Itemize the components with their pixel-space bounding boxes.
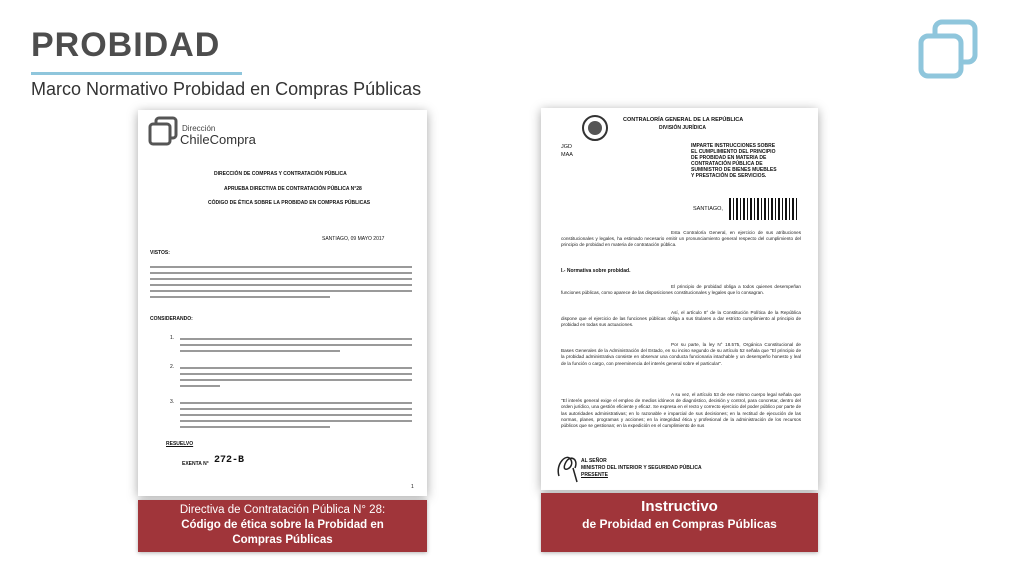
text-line — [180, 350, 340, 352]
doc2-para-5: A su vez, el artículo 53 de ese mismo cuerpo legal señala que "El interés general exige el empleo de medios idóneos de diagnóstico, decisión y control, para concretar, dentro del orden jurídico, una gestión eficiente y eficaz. Se expresa en el recto y correcto ejercicio del poder público por parte de las autoridades administrativas; en lo razonable e imparcial de sus decisiones; en la rectitud de ejecución de las normas, planes, programas y acciones; en la integridad ética y profesional de la administración de los recursos públicos que se gestionan; en la expedición en el cumplimiento de sus — [561, 392, 801, 429]
imparte-line: CONTRATACIÓN PÚBLICA DE — [691, 161, 763, 167]
directive-document-image — [138, 110, 427, 496]
barcode-stamp — [729, 198, 799, 220]
caption1-line1: Directiva de Contratación Pública N° 28: — [179, 504, 386, 516]
doc1-heading-3: CÓDIGO DE ÉTICA SOBRE LA PROBIDAD EN COMPRAS PÚBLICAS — [208, 200, 371, 206]
doc2-santiago: SANTIAGO, — [693, 206, 723, 212]
text-line — [150, 278, 412, 280]
doc2-ref-1: JGD — [561, 144, 572, 150]
logo-small-text: Dirección — [182, 124, 216, 133]
imparte-line: Y PRESTACIÓN DE SERVICIOS. — [691, 173, 767, 179]
doc1-heading-2: APRUEBA DIRECTIVA DE CONTRATACIÓN PÚBLICA N°28 — [224, 186, 362, 192]
doc2-para-3: Así, el artículo 8° de la Constitución Política de la República dispone que el ejercicio de las funciones públicas obliga a sus titulares a dar estricto cumplimiento al principio de probidad en todas sus actuaciones. — [561, 310, 801, 328]
instructive-document-image — [541, 108, 818, 490]
imparte-line: IMPARTE INSTRUCCIONES SOBRE — [691, 143, 776, 149]
doc1-vistos: VISTOS: — [150, 250, 170, 256]
doc1-exenta: EXENTA N° — [182, 461, 209, 467]
doc2-para-2: El principio de probidad obliga a todos quienes desempeñan funciones públicas, como aparece de las disposiciones constitucionales y legales que lo consagran. — [561, 284, 801, 296]
directive-caption — [138, 500, 427, 552]
imparte-line: EL CUMPLIMIENTO DEL PRINCIPIO — [691, 149, 776, 155]
text-line — [180, 402, 412, 404]
doc1-resuelvo: RESUELVO — [166, 441, 194, 447]
doc2-para-4: Por su parte, la ley N° 18.575, Orgánica Constitucional de Bases Generales de la Administración del Estado, en su inciso segundo de su artículo 52 señala que "El principio de la probidad administrativa consiste en observar una conducta funcionaria intachable y un desempeño honesto y leal de la función o cargo, con preeminencia del interés general sobre el particular". — [561, 342, 801, 366]
text-line — [180, 373, 412, 375]
imparte-line: DE PROBIDAD EN MATERIA DE — [691, 155, 767, 161]
logo-big-text: ChileCompra — [180, 132, 256, 147]
addressee-line: MINISTRO DEL INTERIOR Y SEGURIDAD PÚBLICA — [581, 465, 702, 471]
title-underline — [31, 72, 242, 75]
text-line — [180, 426, 330, 428]
doc1-heading-1: DIRECCIÓN DE COMPRAS Y CONTRATACIÓN PÚBLICA — [214, 171, 347, 177]
text-line — [150, 296, 330, 298]
doc2-ref-2: MAA — [561, 152, 573, 158]
doc2-para-1: Esta Contraloría General, en ejercicio de sus atribuciones constitucionales y legales, ha estimado necesario emitir un pronunciamiento general respecto del cumplimiento del principio de probidad en materia de contratación pública. — [561, 230, 801, 248]
addressee-line: PRESENTE — [581, 472, 608, 478]
page-title: PROBIDAD — [31, 26, 221, 64]
coat-of-arms-seal-icon — [581, 114, 609, 142]
addressee-line: AL SEÑOR — [581, 458, 607, 464]
caption2-line1: Instructivo — [641, 498, 718, 515]
chilecompra-logo-icon — [148, 116, 180, 146]
caption2-line2: de Probidad en Compras Públicas — [582, 517, 777, 531]
list-number: 3. — [170, 399, 175, 405]
text-line — [180, 379, 412, 381]
text-line — [150, 284, 412, 286]
text-line — [180, 385, 220, 387]
page-subtitle: Marco Normativo Probidad en Compras Públicas — [31, 79, 422, 99]
text-line — [180, 414, 412, 416]
imparte-line: SUMINISTRO DE BIENES MUEBLES — [691, 167, 777, 173]
text-line — [150, 266, 412, 268]
doc2-org-name: CONTRALORÍA GENERAL DE LA REPÚBLICA — [623, 117, 744, 123]
text-line — [180, 408, 412, 410]
text-line — [180, 344, 412, 346]
doc1-page-number: 1 — [411, 484, 414, 490]
instructive-caption — [541, 493, 818, 552]
text-line — [150, 272, 412, 274]
text-line — [150, 290, 412, 292]
text-line — [180, 338, 412, 340]
overlapping-squares-logo-icon — [913, 18, 981, 90]
list-number: 1. — [170, 335, 175, 341]
doc1-date: SANTIAGO, 09 MAYO 2017 — [322, 236, 385, 242]
caption1-line3: Compras Públicas — [232, 534, 333, 546]
doc1-considerando: CONSIDERANDO: — [150, 316, 193, 322]
doc2-division: DIVISIÓN JURÍDICA — [659, 125, 706, 131]
doc2-section-1: I.- Normativa sobre probidad. — [561, 268, 631, 274]
list-number: 2. — [170, 364, 175, 370]
doc1-exenta-number: 272-B — [214, 455, 245, 466]
handwritten-signature-icon — [553, 446, 583, 486]
text-line — [180, 420, 412, 422]
text-line — [180, 367, 412, 369]
caption1-line2: Código de ética sobre la Probidad en — [181, 519, 384, 531]
